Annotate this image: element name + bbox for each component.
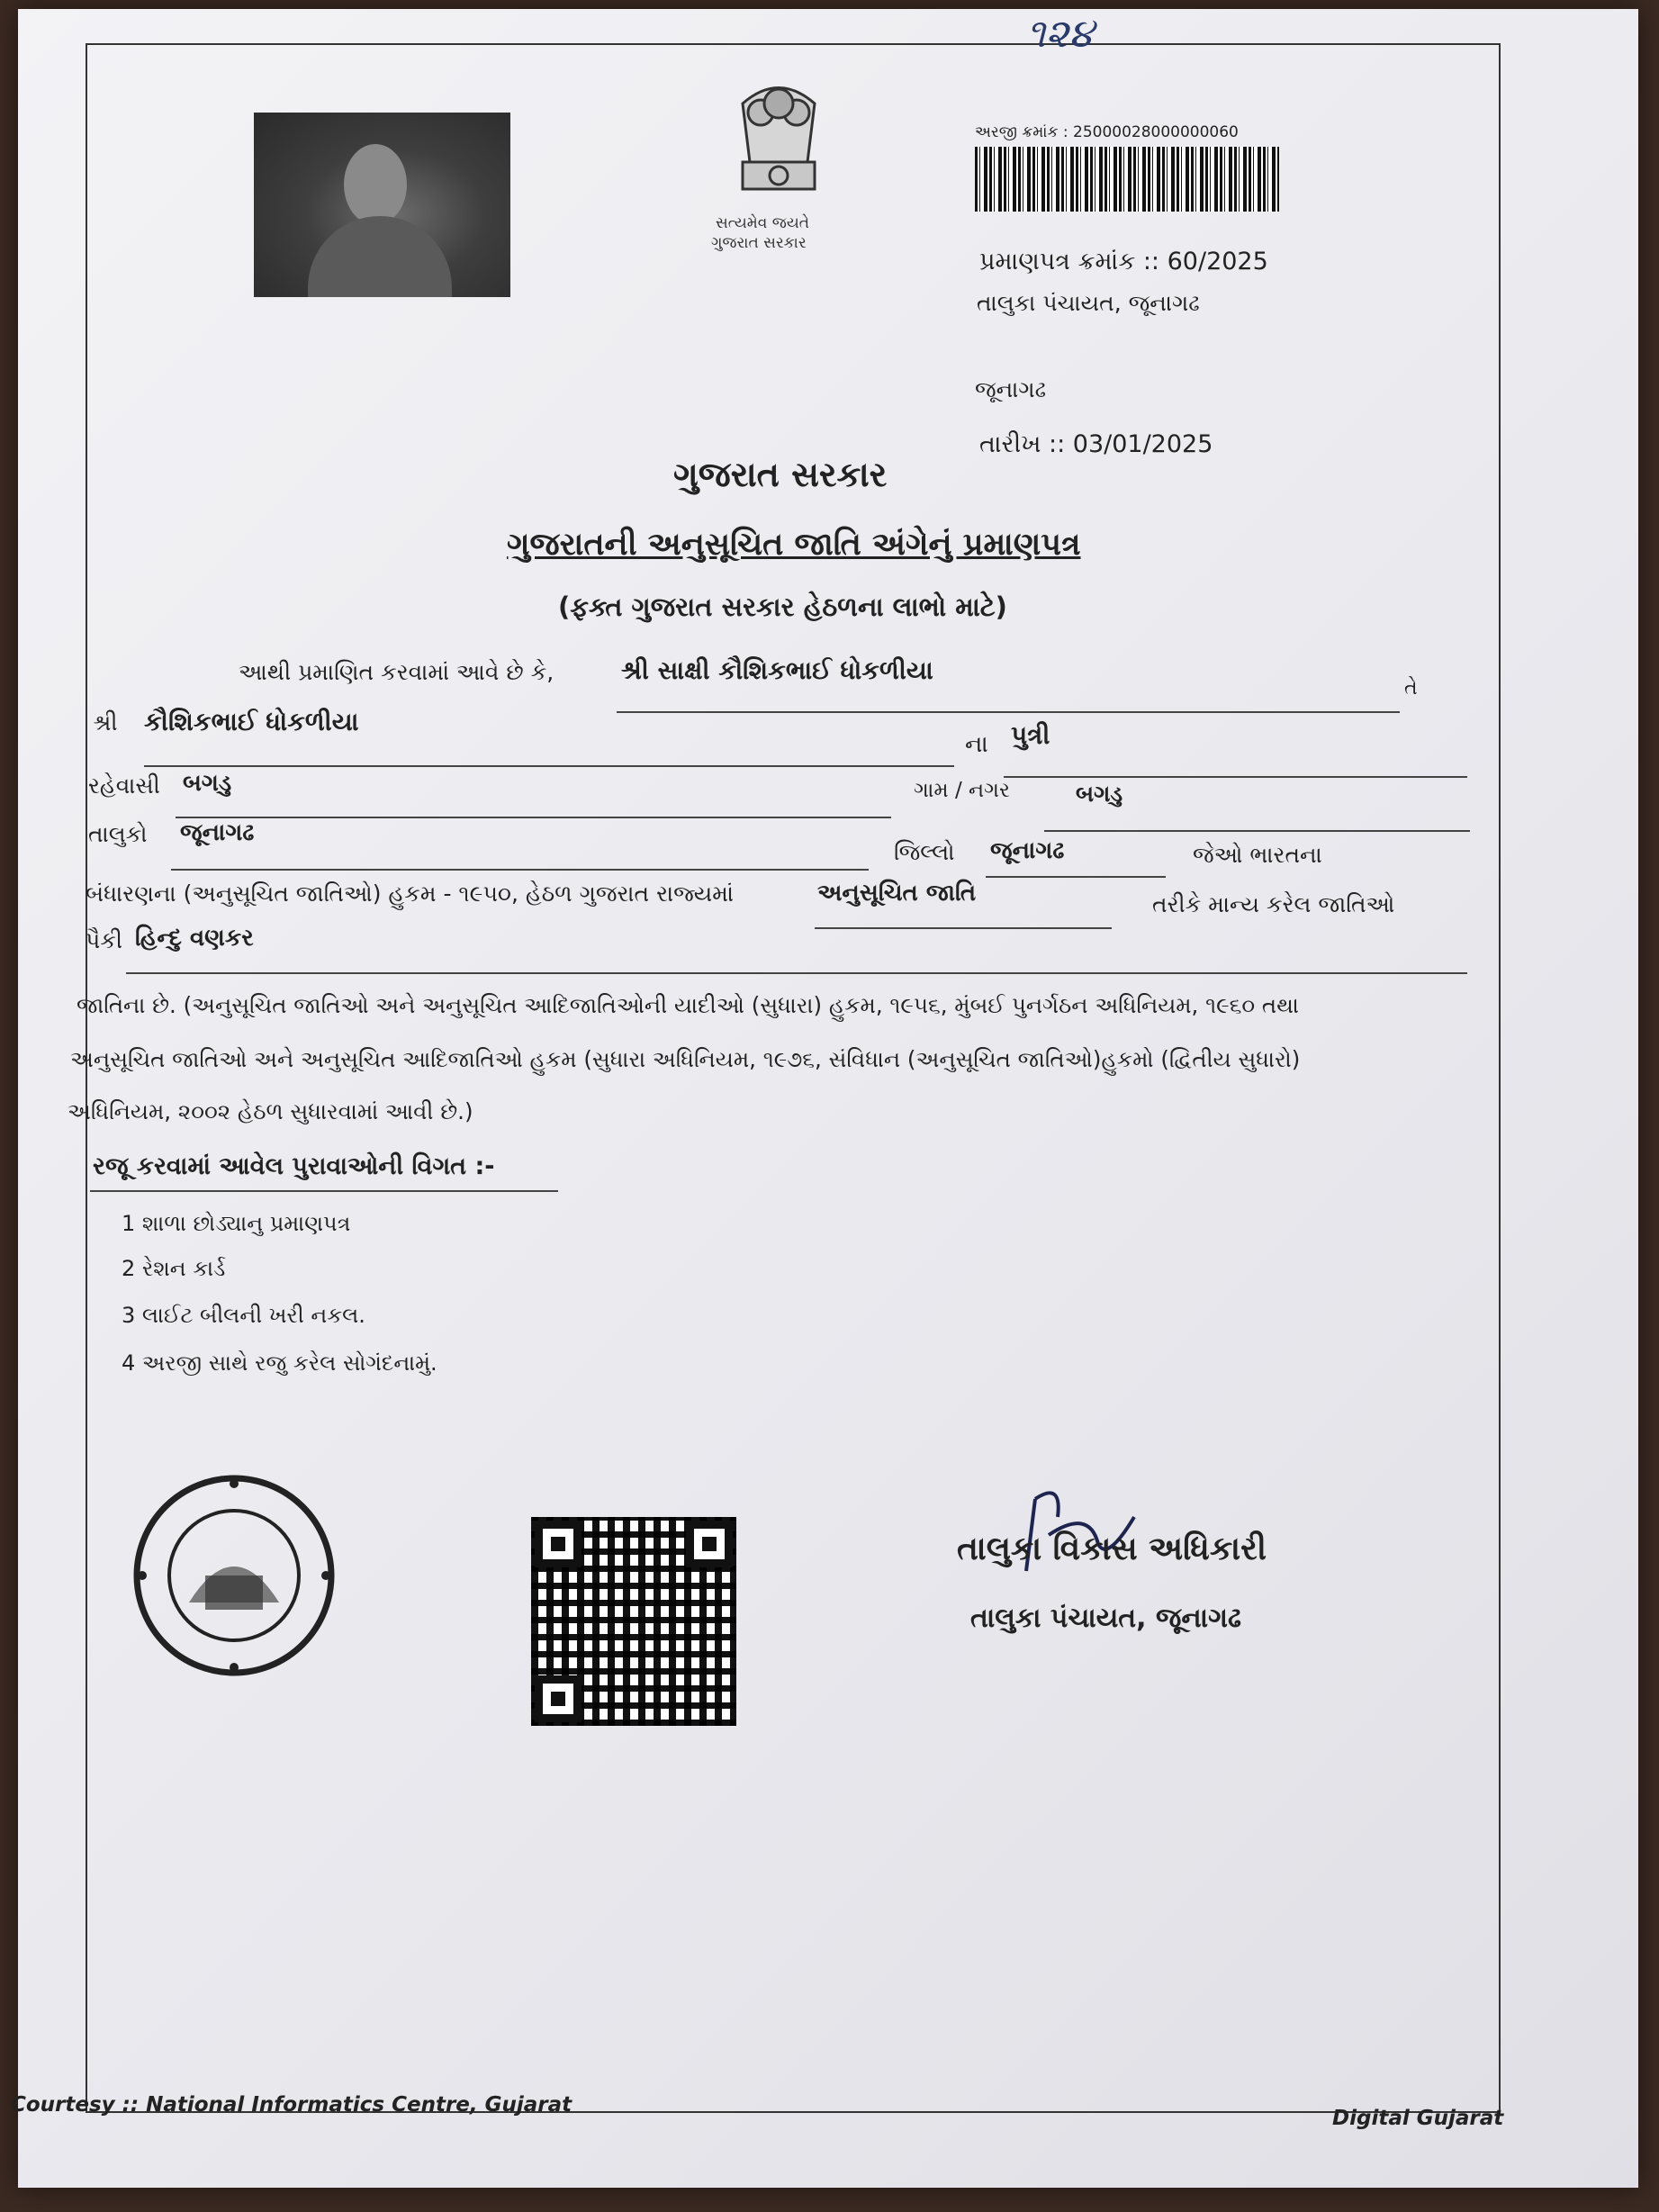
- village-label: ગામ / નગર: [914, 779, 1010, 802]
- para-line-1: જાતિના છે. (અનુસૂચિત જાતિઓ અને અનુસૂચિત આદિજાતિઓની યાદીઓ (સુધારા) હુકમ, ૧૯૫૬, મુંબઈ પુનર્ગઠન અધિનિયમ, ૧૯૬૦ તથા: [77, 992, 1299, 1018]
- father-name: કૌશિકભાઈ ધોકળીયા: [144, 707, 359, 736]
- caste-value: હિન્દુ વણકર: [135, 925, 254, 952]
- certificate-border: [86, 43, 1501, 2113]
- certificate-number-row: [979, 248, 1268, 276]
- emblem-motto: સત્યમેવ જયતે: [716, 214, 810, 232]
- certificate-office: તાલુકા પંચાયત, જૂનાગઢ: [977, 290, 1200, 316]
- taluka-label: તાલુકો: [88, 821, 148, 847]
- qr-finder-top-right: [686, 1521, 733, 1567]
- bharat-text: જેઓ ભારતના: [1193, 842, 1322, 868]
- district-value: જૂનાગઢ: [990, 837, 1065, 864]
- shri-label: શ્રી: [93, 709, 118, 736]
- signatory-title: તાલુકા વિકાસ અધિકારી: [957, 1530, 1267, 1567]
- village-underline: [1044, 830, 1470, 832]
- constitution-text: બંધારણના (અનુસૂચિત જાતિઓ) હુકમ - ૧૯૫૦, હેઠળ ગુજરાત રાજ્યમાં: [86, 880, 734, 907]
- father-underline: [144, 765, 954, 767]
- village-value: બગડુ: [1076, 781, 1123, 807]
- district-label: જિલ્લો: [894, 839, 955, 865]
- official-seal-stamp-icon: [126, 1467, 342, 1684]
- evidence-item-4: 4 અરજી સાથે રજુ કરેલ સોગંદનામું.: [122, 1350, 437, 1376]
- applicant-name: શ્રી સાક્ષી કૌશિકભાઈ ધોકળીયા: [621, 655, 933, 685]
- qr-finder-bottom-left: [535, 1675, 582, 1722]
- relation-underline: [1004, 776, 1467, 778]
- certificate-subtitle: (ફક્ત ગુજરાત સરકાર હેઠળના લાભો માટે): [558, 591, 1007, 622]
- government-heading: ગુજરાત સરકાર: [673, 455, 888, 494]
- certificate-number: 60/2025: [1167, 248, 1268, 275]
- handwritten-number: ૧૨૪: [1026, 11, 1094, 57]
- certificate-date-label: તારીખ ::: [979, 430, 1066, 458]
- evidence-item-2: 2 રેશન કાર્ડ: [122, 1256, 226, 1281]
- taluka-underline: [171, 869, 869, 871]
- certificate-date-row: [979, 430, 1213, 459]
- na-text: ના: [965, 731, 988, 758]
- application-number-row: [975, 123, 1239, 141]
- name-underline: [617, 711, 1400, 713]
- resident-label: રહેવાસી: [88, 772, 160, 799]
- evidence-underline: [90, 1190, 558, 1192]
- resident-underline: [176, 817, 891, 818]
- district-underline: [986, 876, 1166, 878]
- application-number: 25000028000000060: [1073, 123, 1239, 141]
- qr-code[interactable]: [531, 1517, 736, 1726]
- photo-body: [308, 216, 452, 297]
- certificate-title: ગુજરાતની અનુસૂચિત જાતિ અંગેનું પ્રમાણપત્ર: [507, 527, 1081, 563]
- evidence-item-1: 1 શાળા છોડ્યાનુ પ્રમાણપત્ર: [122, 1211, 351, 1236]
- intro-text: આથી પ્રમાણિત કરવામાં આવે છે કે,: [239, 659, 555, 685]
- category-value: અનુસૂચિત જાતિ: [817, 880, 977, 907]
- para-line-3: અધિનિયમ, ૨૦૦૨ હેઠળ સુધારવામાં આવી છે.): [68, 1098, 473, 1124]
- certificate-number-label: પ્રમાણપત્ર ક્રમાંક ::: [979, 248, 1160, 275]
- footer-brand: Digital Gujarat: [1332, 2107, 1504, 2130]
- paiki-label: પૈકી: [86, 927, 123, 953]
- recognized-text: તરીકે માન્ય કરેલ જાતિઓ: [1152, 891, 1395, 917]
- taluka-value: જૂનાગઢ: [180, 819, 255, 846]
- para-line-2: અનુસૂચિત જાતિઓ અને અનુસૂચિત આદિજાતિઓ હુકમ (સુધારા અધિનિયમ, ૧૯૭૬, સંવિધાન (અનુસૂચિત જાતિઓ)હુકમો (દ્વિતીય સુધારો): [70, 1046, 1301, 1072]
- barcode: [975, 147, 1279, 212]
- relation: પુત્રી: [1011, 720, 1050, 750]
- certificate-date: 03/01/2025: [1072, 430, 1213, 458]
- resident-value: બગડુ: [183, 770, 232, 797]
- qr-finder-top-left: [535, 1521, 582, 1567]
- te-text: તે: [1404, 677, 1418, 700]
- certificate-place: જૂનાગઢ: [975, 376, 1047, 402]
- caste-underline: [126, 972, 1467, 974]
- application-number-label: અરજી ક્રમાંક :: [975, 123, 1068, 141]
- national-emblem-icon: [707, 77, 851, 212]
- evidence-item-3: 3 લાઈટ બીલની ખરી નકલ.: [122, 1303, 365, 1328]
- category-underline: [815, 927, 1112, 929]
- signatory-office: તાલુકા પંચાયત, જૂનાગઢ: [970, 1603, 1241, 1634]
- evidence-heading: રજૂ કરવામાં આવેલ પુરાવાઓની વિગત :-: [93, 1152, 495, 1180]
- photo-face: [344, 144, 407, 225]
- applicant-photo: [254, 113, 510, 297]
- emblem-org: ગુજરાત સરકાર: [711, 234, 807, 252]
- footer-courtesy: Courtesy :: National Informatics Centre, Gujarat: [11, 2093, 573, 2117]
